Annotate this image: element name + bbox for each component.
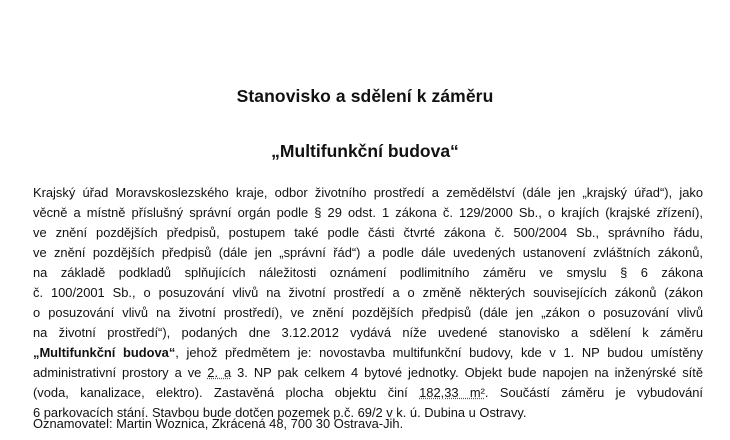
text-run: o posuzování vlivů na životní prostředí), ve znění pozdějších předpisů (dále jen „zákon o posuzování vlivů (33, 305, 703, 320)
paragraph-line (33, 303, 703, 323)
text-run: 3. NP pak celkem 4 bytové jednotky. Objekt bude napojen na inženýrské sítě (231, 365, 703, 380)
text-run: č. 100/2001 Sb., o posuzování vlivů na životní prostředí a o změně některých souvisejících zákonů (zákon (33, 285, 703, 300)
paragraph-line (33, 363, 703, 383)
text-run: 182,33 m² (419, 385, 485, 400)
project-name: „Multifunkční budova“ (33, 345, 176, 360)
text-run: , jehož předmětem je: novostavba multifunkční budovy, kde v 1. NP budou umístěny (175, 345, 703, 360)
document-subtitle: „Multifunkční budova“ (271, 141, 459, 161)
paragraph-line (33, 223, 703, 243)
text-run: (voda, kanalizace, elektro). Zastavěná plocha objektu činí (33, 385, 420, 400)
text-run: administrativní prostory a ve (33, 365, 208, 380)
paragraph-line (33, 203, 703, 223)
text-run: 6 parkovacích stání. Stavbou bude dotčen pozemek p.č. 69/2 v k. ú. Dubina u Ostravy. (33, 405, 527, 420)
paragraph-line (33, 183, 703, 203)
text-run: 2. a (207, 365, 232, 380)
text-run: na životní prostředí“), podaných dne 3.12.2012 vydává níže uvedené stanovisko a sdělení k záměru (33, 325, 703, 340)
body-paragraph (33, 183, 703, 423)
text-run: ve znění pozdějších předpisů, postupem také podle části čtvrté zákona č. 500/2004 Sb., správního řádu, (33, 225, 703, 240)
notifier-line: Oznamovatel: Martin Woznica, Zkrácená 48, 700 30 Ostrava-Jih. (33, 416, 404, 431)
paragraph-line (33, 283, 703, 303)
text-run: Krajský úřad Moravskoslezského kraje, odbor životního prostředí a zemědělství (dále jen „krajský úřad“), jako (33, 185, 703, 200)
paragraph-line (33, 243, 703, 263)
text-run: ve znění pozdějších předpisů (dále jen „správní řád“) a podle dále uvedených ustanovení zvláštních zákonů, (33, 245, 703, 260)
text-run: na základě podkladů splňujících náležitosti oznámení podlimitního záměru ve smyslu § 6 zákona (33, 265, 703, 280)
paragraph-line (33, 263, 703, 283)
paragraph-line (33, 383, 703, 403)
paragraph-line (33, 323, 703, 343)
text-run: . Součástí záměru je vybudování (484, 385, 703, 400)
text-run: věcně a místně příslušný správní orgán podle § 29 odst. 1 zákona č. 129/2000 Sb., o krajích (krajské zřízení), (33, 205, 703, 220)
paragraph-line (33, 343, 703, 363)
document-title: Stanovisko a sdělení k záměru (236, 86, 494, 106)
